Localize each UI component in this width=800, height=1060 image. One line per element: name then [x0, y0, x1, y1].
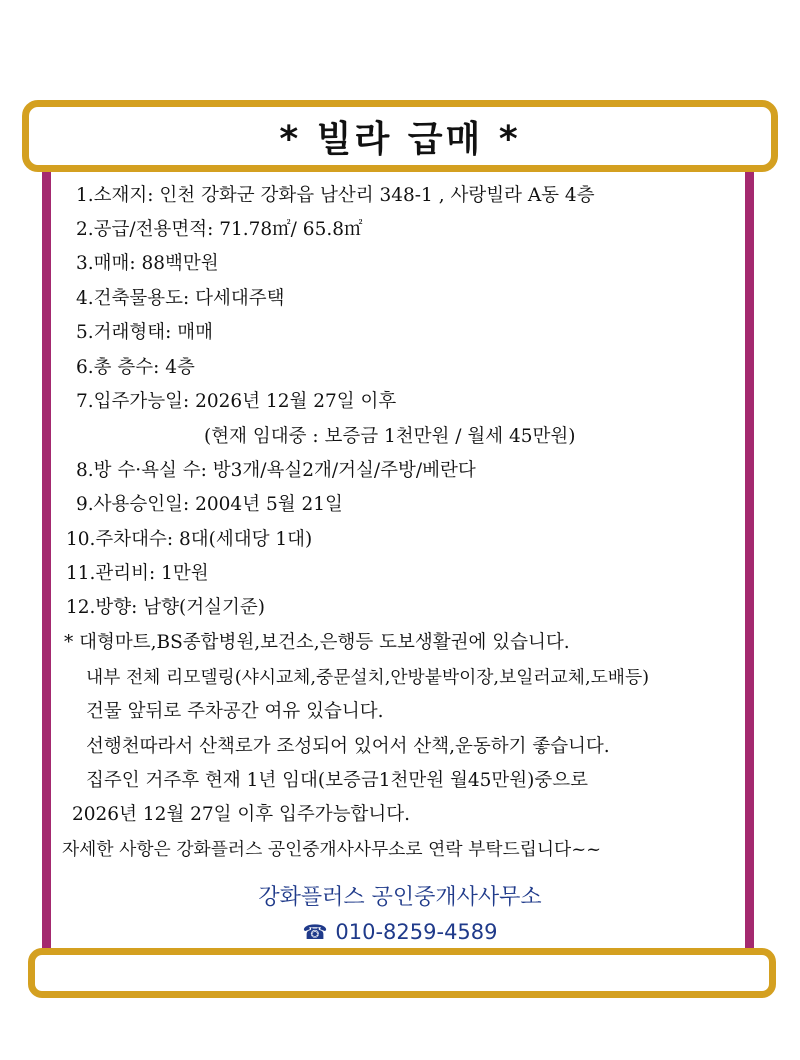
- header-banner: [22, 100, 778, 172]
- agency-name: 강화플러스 공인중개사사무소: [258, 885, 542, 910]
- listing-line-direction: 12.방향: 남향(거실기준): [66, 597, 265, 618]
- listing-line-current-lease: (현재 임대중 : 보증금 1천만원 / 월세 45만원): [204, 426, 576, 447]
- listing-line-location: 1.소재지: 인천 강화군 강화읍 남산리 348-1 , 사랑빌라 A동 4층: [76, 185, 595, 206]
- listing-note-walking-trail: 선행천따라서 산책로가 조성되어 있어서 산책,운동하기 좋습니다.: [86, 736, 610, 757]
- listing-line-floors: 6.총 층수: 4층: [76, 357, 195, 378]
- listing-note-amenities: * 대형마트,BS종합병원,보건소,은행등 도보생활권에 있습니다.: [64, 632, 570, 653]
- listing-note-remodeling: 내부 전체 리모델링(샤시교체,중문설치,안방붙박이장,보일러교체,도배등): [86, 667, 650, 688]
- listing-line-move-in: 7.입주가능일: 2026년 12월 27일 이후: [76, 391, 397, 412]
- listing-line-area: 2.공급/전용면적: 71.78㎡/ 65.8㎡: [76, 219, 363, 240]
- listing-note-parking-space: 건물 앞뒤로 주차공간 여유 있습니다.: [86, 701, 384, 722]
- listing-note-move-in-date: 2026년 12월 27일 이후 입주가능합니다.: [72, 804, 411, 825]
- listing-note-contact: 자세한 사항은 강화플러스 공인중개사사무소로 연락 부탁드립니다~~: [62, 839, 602, 860]
- agency-phone-number: 010-8259-4589: [335, 920, 498, 944]
- listing-line-parking: 10.주차대수: 8대(세대당 1대): [66, 529, 313, 550]
- listing-note-lease-status: 집주인 거주후 현재 1년 임대(보증금1천만원 월45만원)중으로: [86, 770, 588, 791]
- listing-line-deal-type: 5.거래형태: 매매: [76, 322, 213, 343]
- listing-line-maintenance-fee: 11.관리비: 1만원: [66, 563, 209, 584]
- listing-line-approval-date: 9.사용승인일: 2004년 5월 21일: [76, 494, 343, 515]
- listing-line-building-use: 4.건축물용도: 다세대주택: [76, 288, 285, 309]
- telephone-icon: ☎: [302, 920, 328, 944]
- page-title: * 빌라 급매 *: [279, 118, 521, 160]
- agency-phone-row: [0, 920, 800, 944]
- listing-line-price: 3.매매: 88백만원: [76, 253, 219, 274]
- footer-banner: [28, 948, 776, 998]
- listing-line-rooms: 8.방 수·욕실 수: 방3개/욕실2개/거실/주방/베란다: [76, 460, 476, 481]
